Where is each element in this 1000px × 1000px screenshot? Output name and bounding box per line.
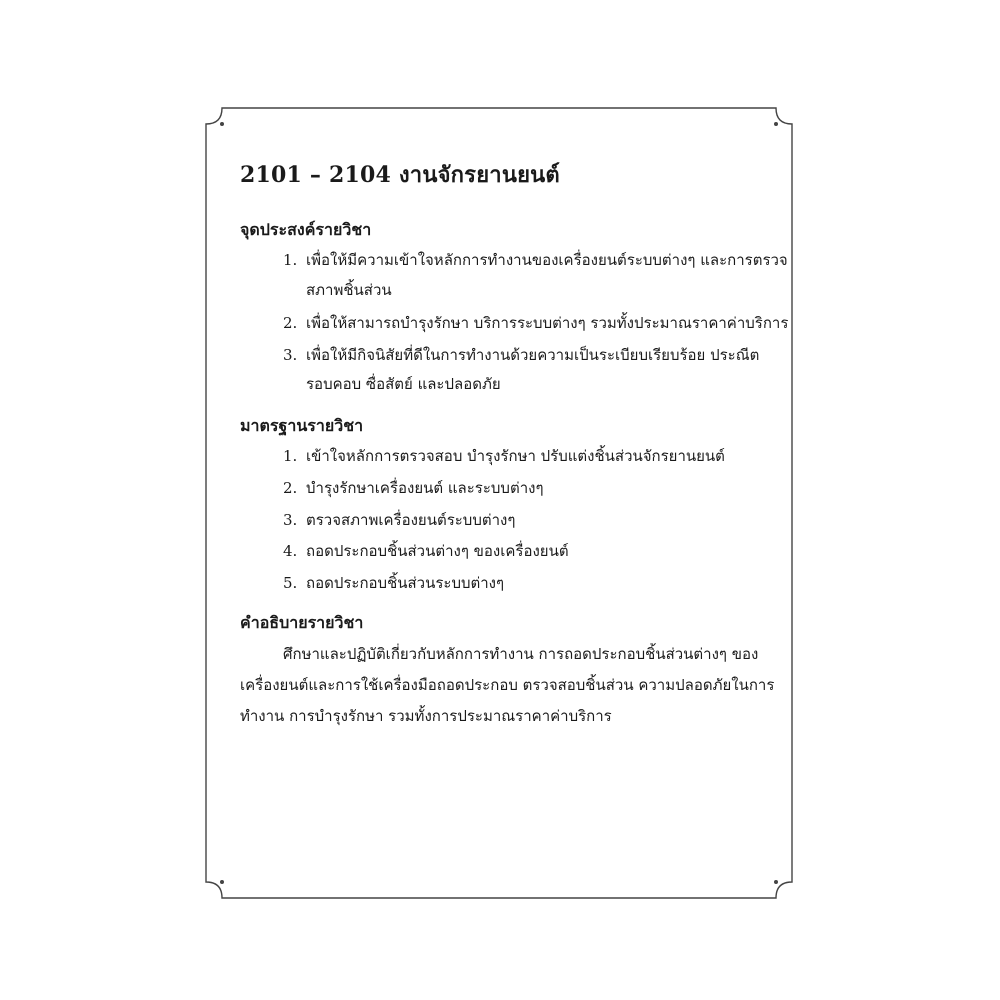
description-heading: คำอธิบายรายวิชา xyxy=(240,613,364,632)
objective-item-text: เพื่อให้มีกิจนิสัยที่ดีในการทำงานด้วยความเป็นระเบียบเรียบร้อย ประณีต xyxy=(306,346,760,364)
corner-ornament-tl xyxy=(220,122,224,126)
standard-item-number: 2. xyxy=(283,479,298,497)
standard-item-text: ถอดประกอบชิ้นส่วนต่างๆ ของเครื่องยนต์ xyxy=(306,542,569,560)
standards-heading: มาตรฐานรายวิชา xyxy=(240,416,364,435)
description-line-1: ศึกษาและปฏิบัติเกี่ยวกับหลักการทำงาน การถอดประกอบชิ้นส่วนต่างๆ ของ xyxy=(283,645,759,663)
standard-item-text: ถอดประกอบชิ้นส่วนระบบต่างๆ xyxy=(306,574,505,592)
objective-item-text: เพื่อให้สามารถบำรุงรักษา บริการระบบต่างๆ รวมทั้งประมาณราคาค่าบริการ xyxy=(306,314,789,332)
objectives-heading: จุดประสงค์รายวิชา xyxy=(240,220,372,239)
corner-ornament-bl xyxy=(220,880,224,884)
standard-item-number: 3. xyxy=(283,511,298,529)
corner-ornament-tr xyxy=(774,122,778,126)
standard-item-number: 4. xyxy=(283,542,298,560)
objective-item-number: 1. xyxy=(283,251,298,269)
standard-item-number: 1. xyxy=(283,447,298,465)
objective-item-number: 3. xyxy=(283,346,298,364)
objective-item-number: 2. xyxy=(283,314,298,332)
description-line-2: เครื่องยนต์และการใช้เครื่องมือถอดประกอบ ตรวจสอบชิ้นส่วน ความปลอดภัยในการ xyxy=(240,676,775,694)
objective-item-text: เพื่อให้มีความเข้าใจหลักการทำงานของเครื่องยนต์ระบบต่างๆ และการตรวจ xyxy=(306,251,788,269)
objective-item-text: สภาพชิ้นส่วน xyxy=(306,281,392,299)
standard-item-text: บำรุงรักษาเครื่องยนต์ และระบบต่างๆ xyxy=(306,479,544,497)
standard-item-text: เข้าใจหลักการตรวจสอบ บำรุงรักษา ปรับแต่งชิ้นส่วนจักรยานยนต์ xyxy=(306,447,725,465)
corner-ornament-br xyxy=(774,880,778,884)
document-title: 2101 – 2104 งานจักรยานยนต์ xyxy=(240,162,560,188)
description-line-3: ทำงาน การบำรุงรักษา รวมทั้งการประมาณราคาค่าบริการ xyxy=(240,707,612,725)
standard-item-text: ตรวจสภาพเครื่องยนต์ระบบต่างๆ xyxy=(306,511,516,529)
standard-item-number: 5. xyxy=(283,574,298,592)
objective-item-text: รอบคอบ ซื่อสัตย์ และปลอดภัย xyxy=(306,375,501,393)
